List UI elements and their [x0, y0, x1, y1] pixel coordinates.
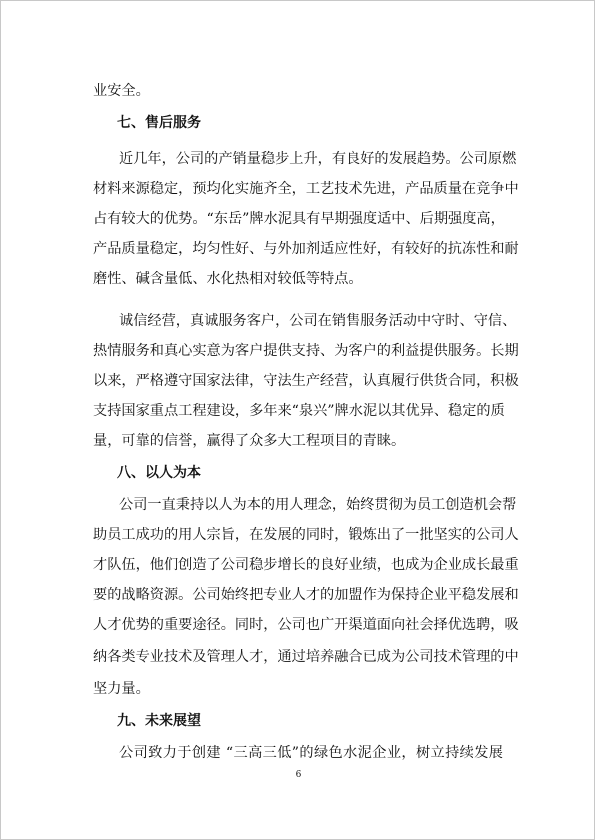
paragraph-line: 占有较大的优势。“东岳”牌水泥具有早期强度适中、后期强度高，	[93, 211, 505, 227]
paragraph-line: 人才优势的重要途径。同时，公司也广开渠道面向社会择优选聘，吸	[93, 617, 519, 633]
paragraph-line: 诚信经营，真诚服务客户，公司在销售服务活动中守时、守信、	[119, 313, 517, 329]
paragraph-line: 才队伍，他们创造了公司稳步增长的良好业绩，也成为企业成长最重	[93, 557, 519, 573]
page-number: 6	[295, 770, 302, 780]
paragraph-line: 热情服务和真心实意为客户提供支持、为客户的利益提供服务。长期	[93, 343, 519, 359]
paragraph-line: 磨性、碱含量低、水化热相对较低等特点。	[93, 271, 363, 287]
paragraph-line: 纳各类专业技术及管理人才，通过培养融合已成为公司技术管理的中	[93, 649, 519, 665]
paragraph-line: 坚力量。	[93, 681, 150, 697]
section-heading-after-sales: 七、售后服务	[117, 115, 201, 131]
section-heading-future-outlook: 九、未来展望	[117, 713, 201, 729]
section-heading-people-oriented: 八、以人为本	[117, 465, 201, 481]
paragraph-line: 量，可靠的信誉，赢得了众多大工程项目的青睐。	[93, 433, 406, 449]
paragraph-line: 支持国家重点工程建设，多年来“泉兴”牌水泥以其优异、稳定的质	[93, 403, 505, 419]
paragraph-line: 近几年，公司的产销量稳步上升，有良好的发展趋势。公司原燃	[119, 151, 517, 167]
paragraph-line: 以来，严格遵守国家法律，守法生产经营，认真履行供货合同，积极	[93, 373, 519, 389]
paragraph-line: 公司致力于创建 “三高三低”的绿色水泥企业，树立持续发展	[119, 745, 503, 761]
paragraph-line: 要的战略资源。公司始终把专业人才的加盟作为保持企业平稳发展和	[93, 587, 519, 603]
paragraph-line: 公司一直秉持以人为本的用人理念，始终贯彻为员工创造机会帮	[119, 497, 517, 513]
paragraph-line: 产品质量稳定，均匀性好、与外加剂适应性好，有较好的抗冻性和耐	[93, 241, 519, 257]
continuation-line: 业安全。	[93, 83, 150, 99]
paragraph-line: 材料来源稳定，预均化实施齐全，工艺技术先进，产品质量在竞争中	[93, 181, 519, 197]
paragraph-line: 助员工成功的用人宗旨，在发展的同时，锻炼出了一批坚实的公司人	[93, 527, 519, 543]
